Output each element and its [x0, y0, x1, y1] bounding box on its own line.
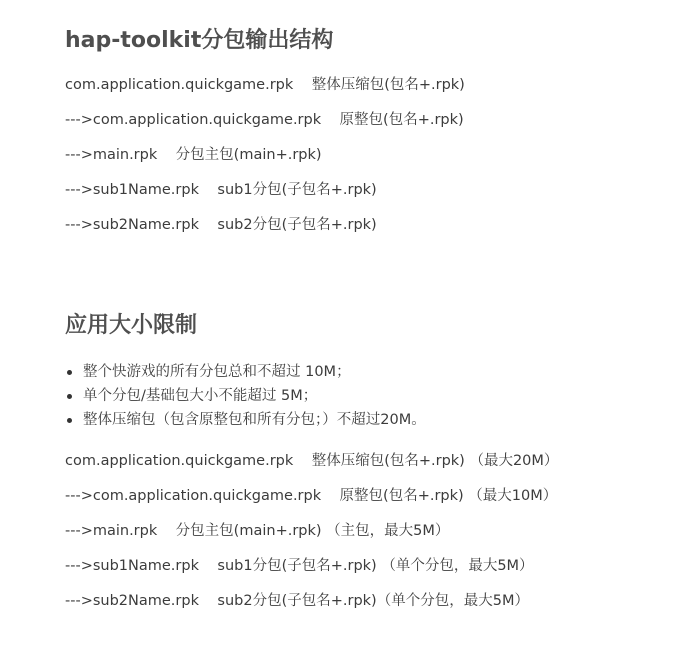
size-limit-line: --->main.rpk 分包主包(main+.rpk) （主包，最大5M） [65, 523, 450, 539]
section-title-package-structure: hap-toolkit分包输出结构 [65, 28, 334, 53]
size-limit-line: --->com.application.quickgame.rpk 原整包(包名+.rpk) （最大10M） [65, 488, 558, 504]
size-limit-line: --->sub2Name.rpk sub2分包(子包名+.rpk)（单个分包，最大5M） [65, 593, 529, 609]
list-item: 整个快游戏的所有分包总和不超过 10M； [65, 360, 426, 384]
list-item: 单个分包/基础包大小不能超过 5M； [65, 384, 426, 408]
structure-line: --->main.rpk 分包主包(main+.rpk) [65, 147, 322, 163]
structure-line: --->com.application.quickgame.rpk 原整包(包名+.rpk) [65, 112, 464, 128]
section-title-size-limits: 应用大小限制 [65, 313, 198, 338]
size-limit-line: com.application.quickgame.rpk 整体压缩包(包名+.rpk) （最大20M） [65, 453, 559, 469]
structure-line: --->sub2Name.rpk sub2分包(子包名+.rpk) [65, 217, 377, 233]
structure-line: com.application.quickgame.rpk 整体压缩包(包名+.rpk) [65, 77, 465, 93]
list-item: 整体压缩包（包含原整包和所有分包；）不超过20M。 [65, 408, 426, 432]
size-limit-list [65, 360, 426, 432]
size-limit-line: --->sub1Name.rpk sub1分包(子包名+.rpk) （单个分包，最大5M） [65, 558, 534, 574]
structure-line: --->sub1Name.rpk sub1分包(子包名+.rpk) [65, 182, 377, 198]
